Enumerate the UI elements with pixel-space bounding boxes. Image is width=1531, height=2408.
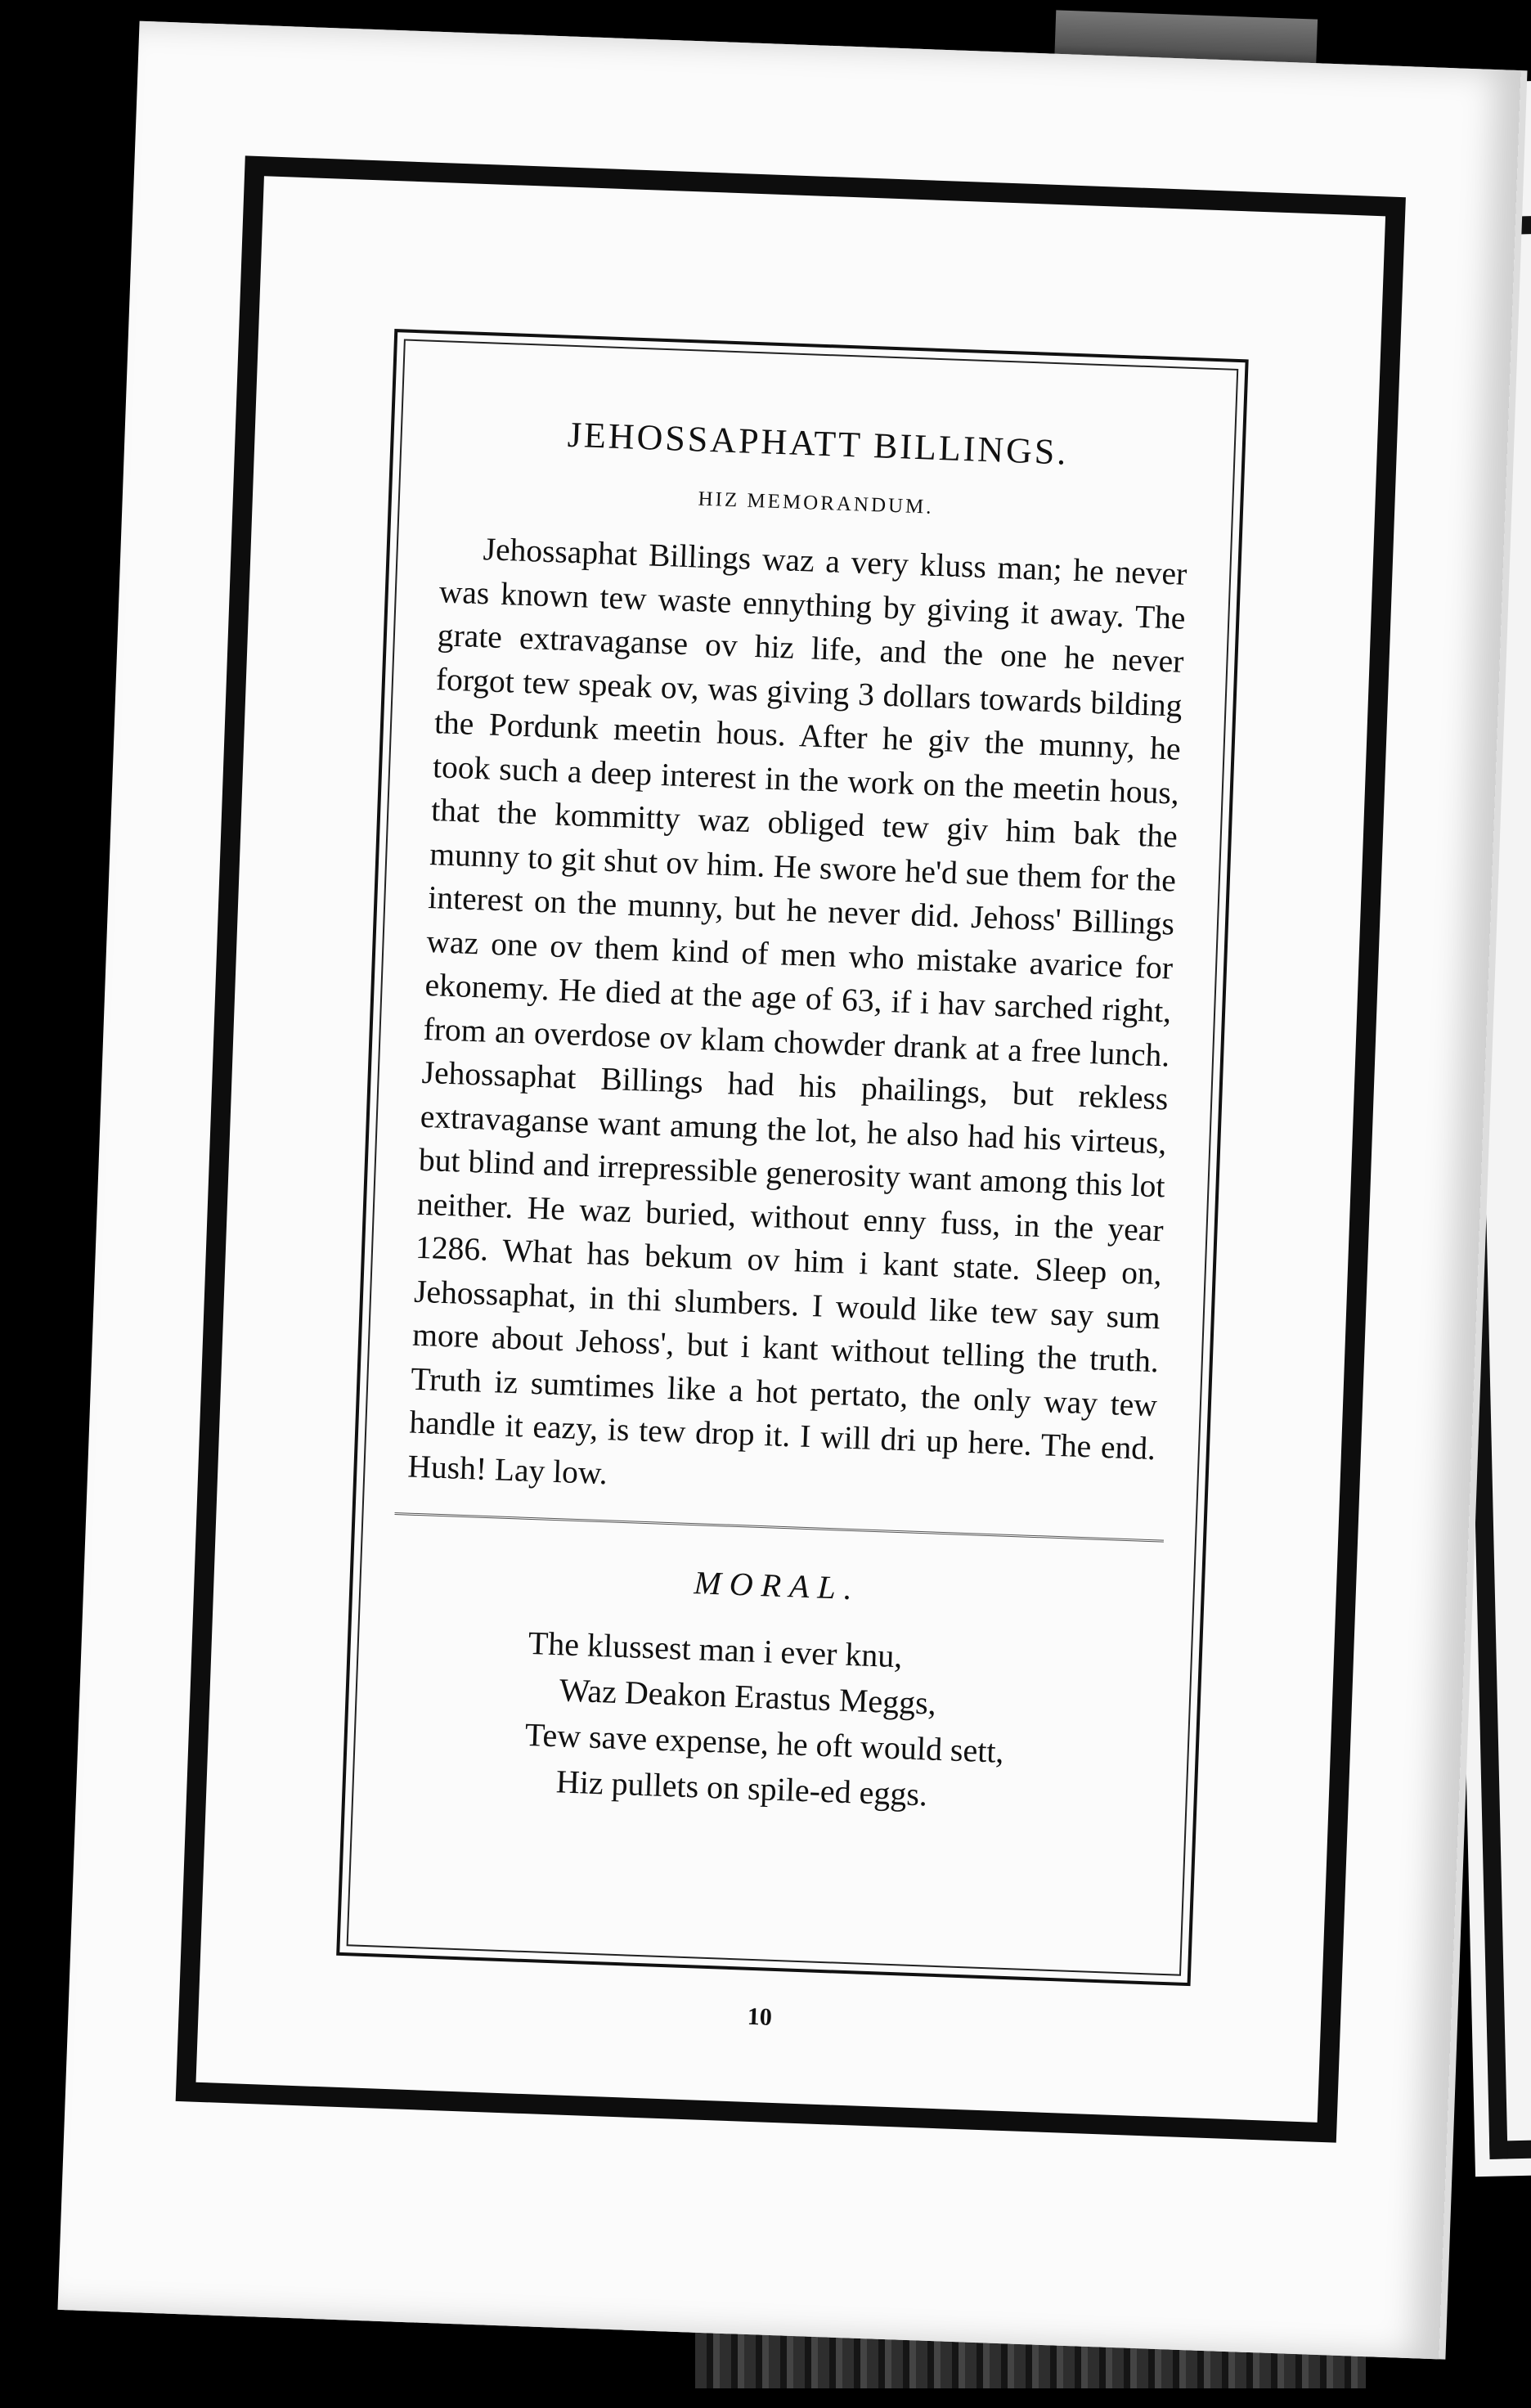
page-title: JEHOSSAPHATT BILLINGS. [567,414,1070,473]
moral-heading: MORAL. [693,1564,861,1607]
verse-line-2: Waz Deakon Erastus Meggs, [559,1671,937,1722]
verse-line-4: Hiz pullets on spile-ed eggs. [555,1763,928,1813]
book-page [57,21,1520,2360]
verse-line-1: The klussest man i ever knu, [528,1624,904,1675]
inner-text-frame [336,329,1249,1986]
section-divider [394,1512,1164,1543]
inner-text-frame-rule [347,339,1239,1975]
page-number: 10 [747,2002,773,2031]
memorandum-paragraph: Jehossaphat Billings waz a very kluss man; he never was known tew waste ennything by giving it away. The grate extravaganse ov hiz life, and the one he never forgot tew speak ov, was giving 3 dollars towards bilding the Pordunk meetin hous. After he giv the munny, he took such a deep interest in the work on the meetin hous, that the kommitty waz obliged tew giv him bak the munny to git shut ov him. He swore he'd sue them for the interest on the munny, but he never did. Jehoss' Billings waz one ov them kind of men who mistake avarice for ekonemy. He died at the age of 63, if i hav sarched right, from an overdose ov klam chowder drank at a free lunch. Jehossaphat Billings had his phailings, but rekless extravaganse want amung the lot, he also had his virteus, but blind and irrepressible generosity want among this lot neither. He waz buried, without enny fuss, in the year 1286. What has bekum ov him i kant state. Sleep on, Jehossaphat, in thi slumbers. I would like tew say sum more about Jehoss', but i kant without telling the truth. Truth iz sumtimes like a hot pertato, the only way tew handle it eazy, is tew drop it. I will dri up here. The end. Hush! Lay low. [406,531,1188,1491]
verse-line-3: Tew save expense, he oft would sett, [524,1715,1005,1770]
page-subtitle: HIZ MEMORANDUM. [698,487,934,519]
moral-verse [523,1620,1149,1826]
